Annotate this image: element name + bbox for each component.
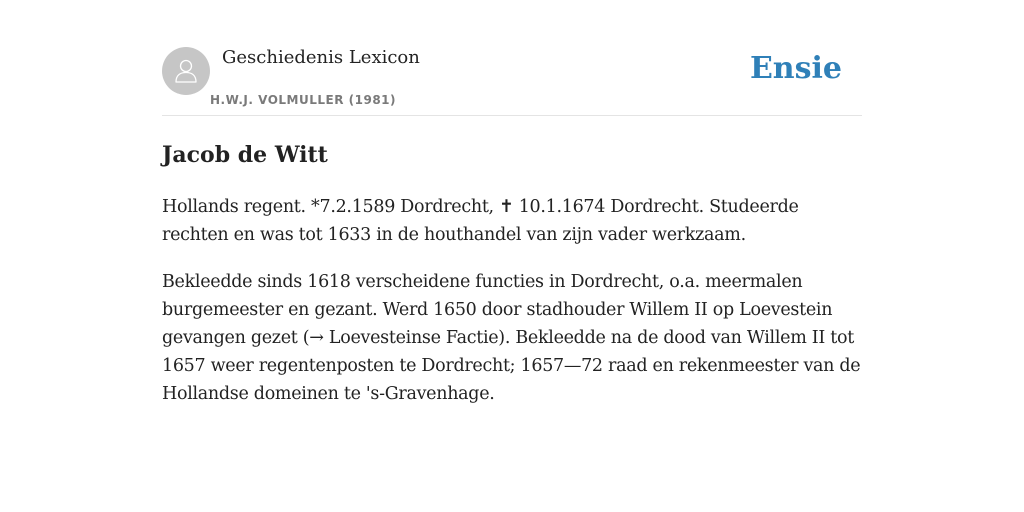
article-paragraph-1: Hollands regent. *7.2.1589 Dordrecht, ✝ 10.1.1674 Dordrecht. Studeerde rechten en was tot 1633 in de houthandel van zijn vader werkzaam. [162,197,799,245]
article-header [162,0,862,116]
article-paragraph-2: Bekleedde sinds 1618 verscheidene functies in Dordrecht, o.a. meermalen burgemeester en gezant. Werd 1650 door stadhouder Willem II op Loevestein gevangen gezet (→ Loevesteinse Factie). Bekleedde na de dood van Willem II tot 1657 weer regentenposten te Dordrecht; 1657—72 raad en rekenmeester van de Hollandse domeinen te 's-Gravenhage. [162,272,861,404]
author-name[interactable]: H.W.J. VOLMULLER (1981) [210,93,397,107]
lexicon-title[interactable]: Geschiedenis Lexicon [222,47,420,68]
article-title: Jacob de Witt [162,142,328,168]
article-card [162,0,862,408]
brand-logo[interactable]: Ensie [749,51,842,86]
user-icon [171,56,201,86]
avatar[interactable] [162,47,210,95]
